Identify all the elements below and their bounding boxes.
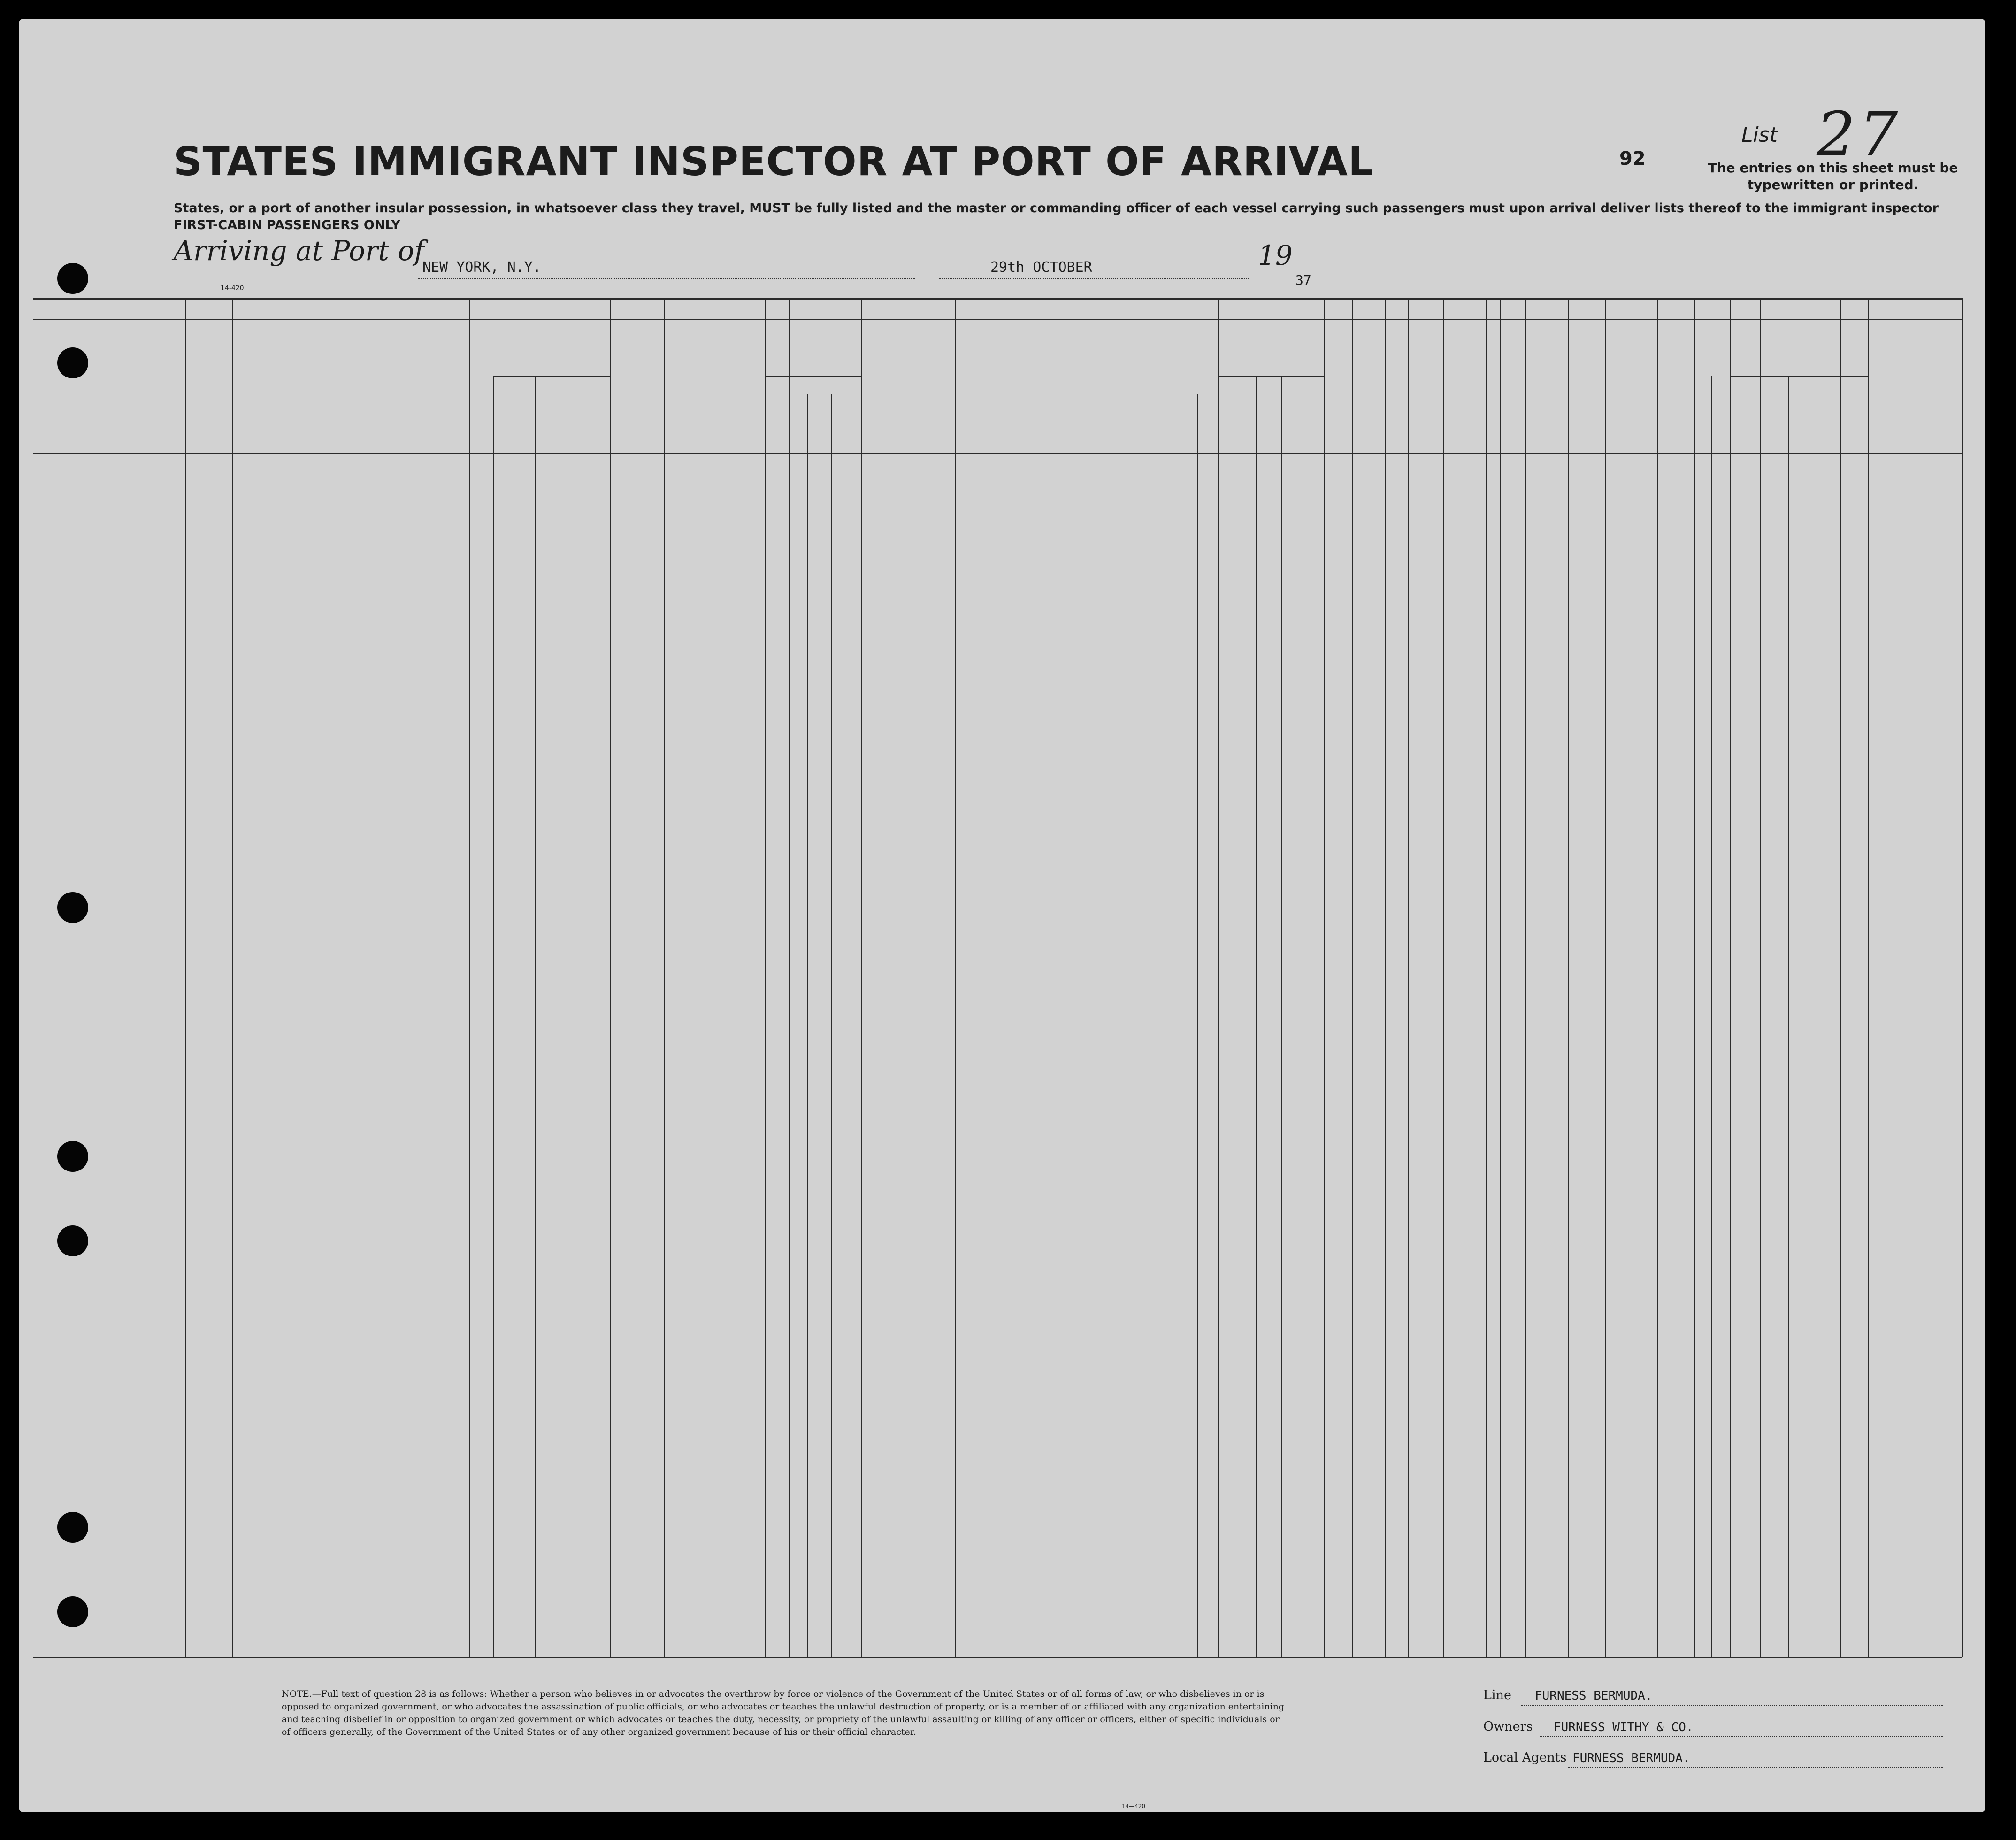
sub-column-rule [1281, 376, 1282, 1657]
column-rule [1385, 298, 1386, 1657]
list-number: 27 [1817, 99, 1902, 170]
column-rule [1352, 298, 1353, 1657]
agents-label: Local Agents [1483, 1750, 1567, 1765]
column-rule [1486, 298, 1487, 1657]
ship-owners: FURNESS WITHY & CO. [1554, 1720, 1694, 1734]
table-bottom-rule [33, 1657, 1962, 1658]
page-number: 92 [1619, 148, 1646, 169]
footer-form-code: 14—420 [1122, 1803, 1146, 1809]
sub-header-rule [1218, 376, 1324, 377]
sub-header-rule [493, 376, 610, 377]
line-label: Line [1483, 1688, 1511, 1702]
column-rule [1962, 298, 1963, 1657]
column-rule [765, 298, 766, 1657]
arrival-year-suffix: 37 [1295, 272, 1311, 288]
column-rule [185, 298, 186, 1657]
page-subtitle: States, or a port of another insular possession, in whatsoever class they travel, MUST be fully listed and the master or commanding officer of each vessel carrying such passengers must upon arrival deliver lists thereof to the immigrant inspector [174, 201, 1939, 216]
column-rule [1657, 298, 1658, 1657]
sub-column-rule [535, 376, 536, 1657]
sub-header-rule [765, 376, 861, 377]
column-rule [1868, 298, 1869, 1657]
sub-column-rule [1788, 376, 1789, 1657]
local-agents: FURNESS BERMUDA. [1572, 1751, 1690, 1765]
column-rule [789, 298, 790, 1657]
shipping-line: FURNESS BERMUDA. [1535, 1689, 1653, 1703]
sub-column-rule [1711, 376, 1712, 1657]
arriving-label: Arriving at Port of [174, 235, 424, 267]
column-rule [1443, 298, 1444, 1657]
arrival-port: NEW YORK, N.Y. [422, 259, 541, 276]
form-code: 14-420 [221, 285, 244, 292]
column-rule [1525, 298, 1526, 1657]
sub-column-rule [1197, 394, 1198, 1657]
sub-column-rule [1256, 376, 1257, 1657]
column-rule [1324, 298, 1325, 1657]
column-rule [861, 298, 862, 1657]
column-rule [1760, 298, 1761, 1657]
column-rule [1408, 298, 1409, 1657]
page-subtitle-class: FIRST-CABIN PASSENGERS ONLY [174, 218, 400, 232]
column-rule [469, 298, 470, 1657]
page-title: STATES IMMIGRANT INSPECTOR AT PORT OF ARRIVAL [174, 139, 1374, 185]
column-rule [610, 298, 611, 1657]
column-rule [1605, 298, 1606, 1657]
arrival-date: 29th OCTOBER [990, 259, 1092, 276]
column-rule [1694, 298, 1695, 1657]
column-rule [232, 298, 233, 1657]
question-28-note: NOTE.—Full text of question 28 is as follows: Whether a person who believes in or advocates the overthrow by force or violence of the Government of the United States or of all forms of law, or who disbelieves in or is opposed to organized government, or who advocates the assassination of public officials, or who advocates or teaches the unlawful destruction of property, or is a member of or affiliated with any organization entertaining and teaching disbelief in or opposition to organized government or which advocates or teaches the duty, necessity, or propriety of the unlawful assaulting or killing of any officer or officers, either of specific individuals or of officers generally, of the Government of the United States or of any other organized government because of his or their official character. [282, 1689, 1285, 1737]
sub-column-rule [807, 394, 808, 1657]
sub-header-rule [1788, 376, 1868, 377]
manifest-sheet [19, 19, 1985, 1812]
column-rule [1218, 298, 1219, 1657]
column-rule [1500, 298, 1501, 1657]
list-label: List [1741, 123, 1778, 147]
sub-column-rule [493, 376, 494, 1657]
manifest-table [19, 19, 1985, 1812]
column-rule [1840, 298, 1841, 1657]
sub-column-rule [831, 394, 832, 1657]
column-rule [955, 298, 956, 1657]
column-number-rule [33, 319, 1962, 320]
table-top-rule [33, 298, 1962, 300]
column-rule [1730, 298, 1731, 1657]
column-rule [664, 298, 665, 1657]
arrival-year-prefix: 19 [1258, 239, 1293, 271]
column-rule [1568, 298, 1569, 1657]
type-note: The entries on this sheet must be typewritten or printed. [1708, 160, 1958, 193]
header-bottom-rule [33, 453, 1962, 454]
owners-label: Owners [1483, 1719, 1533, 1734]
